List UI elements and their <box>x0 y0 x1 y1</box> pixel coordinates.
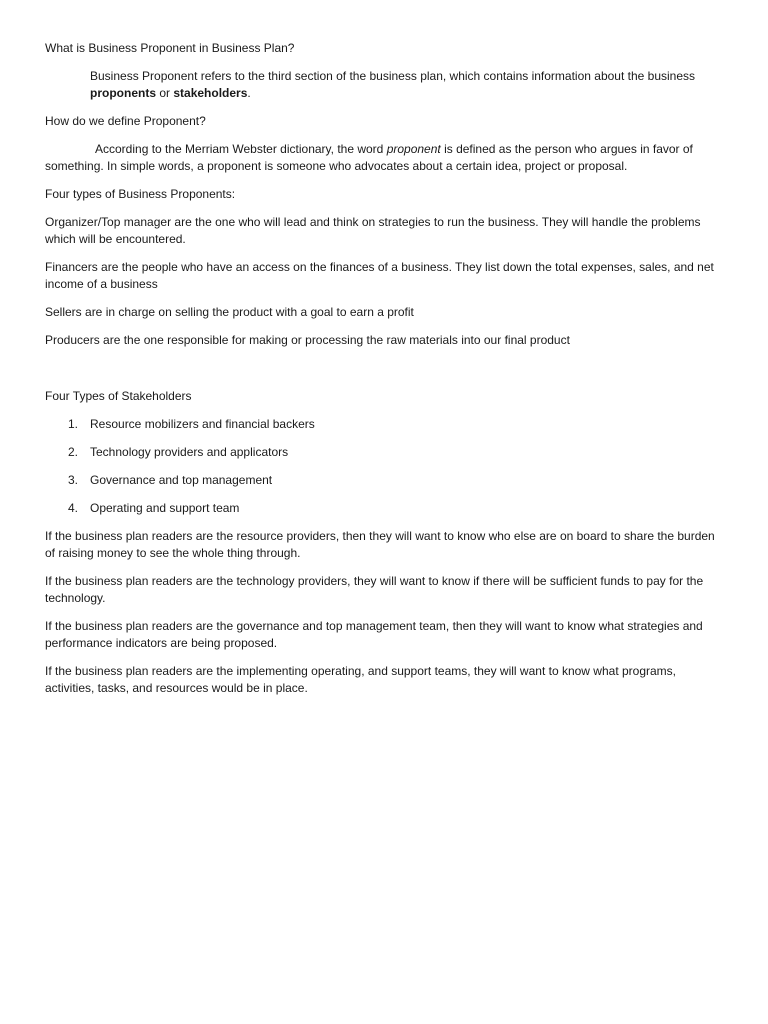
list-item <box>45 444 725 461</box>
answer-text-connector: or <box>156 86 174 100</box>
list-item-text: Governance and top management <box>90 473 273 487</box>
list-number: 4. <box>68 501 79 515</box>
answer-text: Business Proponent refers to the third section of the business plan, which contains information about the business <box>90 69 696 83</box>
bold-term-proponents: proponents <box>90 86 156 100</box>
list-item <box>45 500 725 517</box>
proponent-item: Organizer/Top manager are the one who will lead and think on strategies to run the business. They will handle the problems which will be encountered. <box>45 215 701 246</box>
question-business-proponent: What is Business Proponent in Business Plan? <box>45 41 295 55</box>
list-number: 1. <box>68 417 79 431</box>
question-define-proponent: How do we define Proponent? <box>45 114 206 128</box>
definition-text-start: According to the Merriam Webster dictionary, the word <box>95 142 387 156</box>
answer-define-proponent <box>45 141 725 175</box>
list-item <box>45 416 725 433</box>
proponent-item: Sellers are in charge on selling the product with a goal to earn a profit <box>45 305 414 319</box>
list-number: 2. <box>68 445 79 459</box>
reader-paragraph: If the business plan readers are the technology providers, they will want to know if there will be sufficient funds to pay for the technology. <box>45 574 704 605</box>
answer-text-end: . <box>247 86 251 100</box>
list-number: 3. <box>68 473 79 487</box>
section-spacer <box>45 360 725 388</box>
stakeholders-heading: Four Types of Stakeholders <box>45 389 192 403</box>
list-item-text: Technology providers and applicators <box>90 445 289 459</box>
reader-paragraph: If the business plan readers are the implementing operating, and support teams, they will want to know what programs, activities, tasks, and resources would be in place. <box>45 664 677 695</box>
document-page <box>45 40 725 708</box>
list-item <box>45 472 725 489</box>
list-item-text: Operating and support team <box>90 501 240 515</box>
list-item-text: Resource mobilizers and financial backers <box>90 417 315 431</box>
definition-text-end: is defined as the person who argues in favor of something. In simple words, a proponent is someone who advocates about a certain idea, project or proposal. <box>45 142 693 173</box>
proponents-heading: Four types of Business Proponents: <box>45 187 236 201</box>
reader-paragraph: If the business plan readers are the resource providers, then they will want to know who else are on board to share the burden of raising money to see the whole thing through. <box>45 529 715 560</box>
bold-term-stakeholders: stakeholders <box>173 86 248 100</box>
stakeholders-list <box>45 416 725 517</box>
proponent-item: Financers are the people who have an access on the finances of a business. They list down the total expenses, sales, and net income of a business <box>45 260 714 291</box>
italic-term-proponent: proponent <box>386 142 441 156</box>
proponent-item: Producers are the one responsible for making or processing the raw materials into our final product <box>45 333 570 347</box>
answer-business-proponent <box>45 68 725 102</box>
reader-paragraph: If the business plan readers are the governance and top management team, then they will want to know what strategies and performance indicators are being proposed. <box>45 619 703 650</box>
